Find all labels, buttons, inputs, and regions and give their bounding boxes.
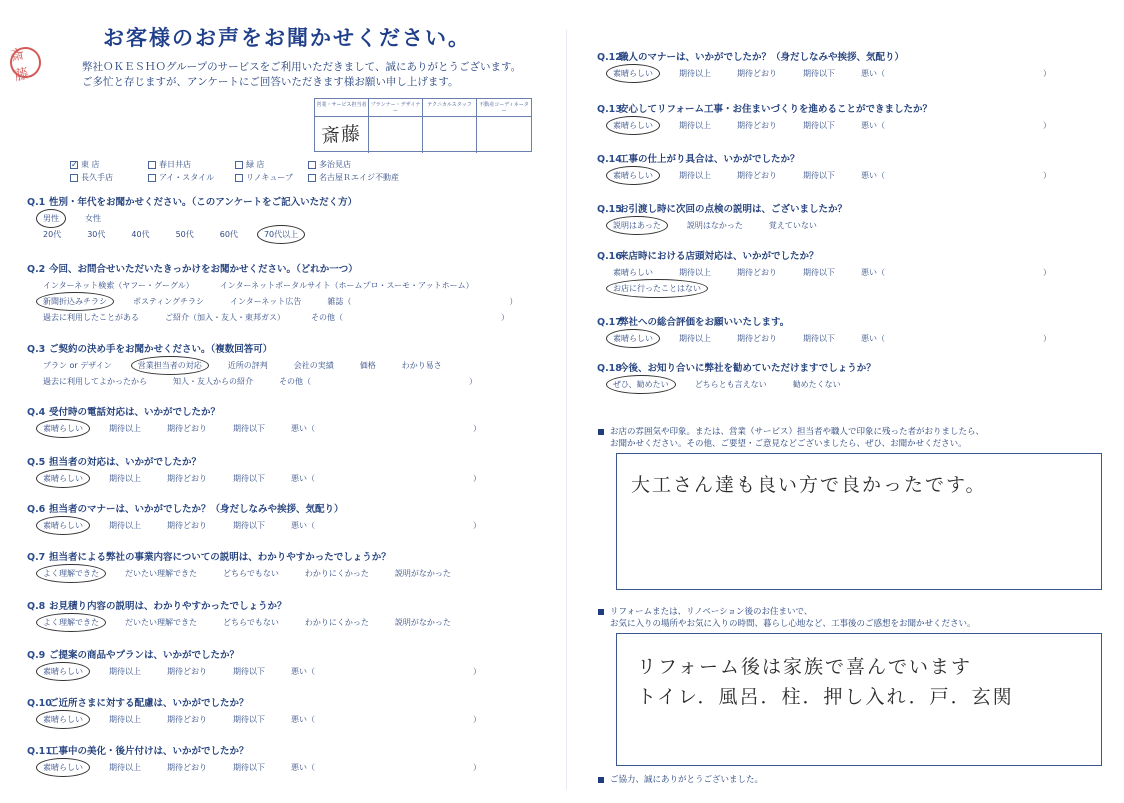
staff-header-realestate: 不動産コーディネーター (477, 99, 531, 117)
column-divider (566, 30, 567, 790)
answer-option[interactable]: 悪い（ (291, 520, 315, 530)
question-q4 (27, 406, 485, 436)
answer-option[interactable]: 悪い（ (861, 120, 885, 130)
answer-option[interactable]: 悪い（ (861, 68, 885, 78)
question-q14 (597, 153, 1055, 183)
option-row (27, 210, 357, 226)
option-row (27, 759, 485, 775)
checkbox-icon[interactable] (308, 161, 316, 169)
comment1-header-line-2: お聞かせください。その他、ご要望・ご意見などございましたら、ぜひ、お聞かせください。 (610, 439, 967, 449)
option-row (27, 357, 481, 373)
answer-option[interactable]: 素晴らしい (613, 267, 653, 277)
selected-option[interactable]: 説明はあった (609, 219, 665, 232)
answer-option: ） (509, 296, 518, 306)
answer-option[interactable]: 知人・友人からの紹介 (173, 376, 253, 386)
question-number: Q.3 (27, 344, 46, 355)
store-label: 長久手店 (81, 173, 113, 182)
answer-option[interactable]: 期待どおり (167, 762, 207, 772)
answer-option: ） (473, 762, 481, 772)
answer-option[interactable]: 期待どおり (737, 267, 777, 277)
answer-option[interactable]: わかり易さ (401, 360, 442, 370)
question-text: ご契約の決め手をお聞かせください。（複数回答可） (49, 344, 273, 355)
checkbox-icon[interactable] (70, 174, 78, 182)
question-number: Q.12 (597, 52, 622, 63)
selected-option[interactable]: 素晴らしい (39, 665, 87, 678)
question-title (27, 406, 485, 420)
question-number: Q.5 (27, 457, 46, 468)
checkbox-checked-icon[interactable]: ✓ (71, 159, 78, 169)
question-q5 (27, 456, 485, 486)
question-number: Q.18 (597, 363, 622, 374)
answer-option[interactable]: 期待以上 (679, 267, 711, 277)
store-label: 多治見店 (319, 160, 351, 169)
answer-option[interactable]: 説明がなかった (394, 568, 451, 578)
option-row (27, 277, 521, 293)
comment2-box[interactable] (616, 633, 1102, 766)
answer-option[interactable]: 悪い（ (861, 267, 885, 277)
answer-option[interactable]: 期待どおり (737, 170, 777, 180)
answer-option[interactable]: 価格 (359, 360, 376, 370)
question-q11 (27, 745, 485, 775)
answer-option[interactable]: 20代 (43, 229, 62, 239)
answer-option[interactable]: 悪い（ (291, 423, 315, 433)
question-title (27, 745, 485, 759)
option-row (597, 264, 1055, 280)
selected-option[interactable]: よく理解できた (39, 567, 103, 580)
selected-option[interactable]: 素晴らしい (609, 332, 657, 345)
answer-option[interactable]: 悪い（ (291, 714, 315, 724)
store-label: 名古屋Ｒエイジ不動産 (319, 173, 399, 182)
square-bullet-icon (598, 609, 604, 615)
store-option[interactable] (235, 172, 308, 183)
selected-option[interactable]: お店に行ったことはない (609, 282, 705, 295)
selected-option[interactable]: 素晴らしい (609, 119, 657, 132)
answer-option[interactable]: 30代 (87, 229, 106, 239)
staff-cell-realestate[interactable] (477, 117, 531, 153)
option-row (597, 65, 1055, 81)
answer-option[interactable]: 悪い（ (861, 333, 885, 343)
answer-option: ） (1043, 170, 1051, 180)
question-text: 担当者のマナーは、いかがでしたか？（身だしなみや挨拶、気配り） (49, 504, 344, 515)
question-text: 工事中の美化・後片付けは、いかがでしたか？ (49, 746, 249, 757)
question-number: Q.11 (27, 746, 52, 757)
question-text: 今後、お知り合いに弊社を勧めていただけますでしょうか？ (619, 363, 876, 374)
checkbox-icon[interactable] (148, 174, 156, 182)
question-title (27, 263, 521, 277)
staff-header-planner: プランナー・デザイナー (369, 99, 423, 117)
staff-header-technical: テクニカルスタッフ (423, 99, 477, 117)
answer-option: ） (473, 423, 481, 433)
answer-option[interactable]: その他（ (311, 312, 343, 322)
question-q13 (597, 103, 1055, 133)
answer-option[interactable]: 説明がなかった (394, 617, 451, 627)
question-text: 工事の仕上がり具合は、いかがでしたか？ (619, 154, 800, 165)
question-text: 安心してリフォーム工事・お住まいづくりを進めることができましたか？ (619, 104, 933, 115)
question-title (597, 316, 1055, 330)
question-number: Q.17 (597, 317, 622, 328)
selected-option[interactable]: 素晴らしい (609, 169, 657, 182)
store-row-2 (70, 171, 399, 184)
question-text: 担当者の対応は、いかがでしたか？ (49, 457, 202, 468)
question-text: ご近所さまに対する配慮は、いかがでしたか？ (49, 698, 249, 709)
comment2-header-line-1: リフォームまたは、リノベーション後のお住まいで、 (610, 607, 813, 617)
selected-option[interactable]: よく理解できた (39, 616, 103, 629)
comment2-header-line-2: お気に入りの場所やお気に入りの時間、暮らし心地など、工事後のご感想をお聞かせください。 (610, 619, 976, 629)
question-number: Q.9 (27, 650, 46, 661)
answer-option[interactable]: 60代 (219, 229, 238, 239)
answer-option[interactable]: 悪い（ (861, 170, 885, 180)
answer-option[interactable]: プラン or デザイン (43, 360, 112, 370)
answer-option[interactable]: インターネット検索（ヤフー・グーグル） (43, 280, 194, 290)
answer-option[interactable]: 説明はなかった (686, 220, 743, 230)
answer-option[interactable]: ご紹介（加入・友人・東邦ガス） (165, 312, 285, 322)
answer-option[interactable]: インターネットポータルサイト（ホームプロ・スーモ・アットホーム） (219, 280, 474, 290)
question-number: Q.7 (27, 552, 46, 563)
answer-option[interactable]: 期待以下 (803, 120, 835, 130)
seal-stamp: 斎藤 (7, 44, 44, 81)
question-number: Q.4 (27, 407, 46, 418)
question-number: Q.8 (27, 601, 46, 612)
question-title (27, 600, 473, 614)
question-text: お見積り内容の説明は、わかりやすかったでしょうか？ (49, 601, 287, 612)
store-label: 緑 店 (246, 160, 265, 169)
option-row (27, 420, 485, 436)
question-q16 (597, 250, 1055, 296)
answer-option[interactable]: わかりにくかった (304, 568, 369, 578)
checkbox-icon[interactable] (148, 161, 156, 169)
store-option[interactable] (308, 172, 399, 183)
answer-option[interactable]: 期待どおり (167, 473, 207, 483)
store-label: 東 店 (81, 160, 100, 169)
staff-cell-technical[interactable] (423, 117, 477, 153)
answer-option[interactable]: 期待どおり (167, 714, 207, 724)
question-title (27, 456, 485, 470)
selected-option[interactable]: 素晴らしい (39, 422, 87, 435)
question-title (597, 103, 1055, 117)
answer-option[interactable]: 期待以上 (109, 473, 141, 483)
question-q17 (597, 316, 1055, 346)
answer-option[interactable]: 50代 (175, 229, 194, 239)
answer-option[interactable]: 期待以下 (233, 714, 265, 724)
answer-option[interactable]: 過去に利用してよかったから (43, 376, 147, 386)
intro-line-1: 弊社ＯＫＥＳＨＯグループのサービスをご利用いただきまして、誠にありがとうございます。 (82, 61, 522, 73)
square-bullet-icon (598, 777, 604, 783)
answer-option[interactable]: 期待以下 (233, 473, 265, 483)
answer-option: ） (469, 376, 477, 386)
intro-text (82, 60, 521, 90)
answer-option[interactable]: 期待以下 (803, 267, 835, 277)
question-title (27, 196, 357, 210)
selected-option[interactable]: 新聞折込みチラシ (39, 295, 111, 308)
square-bullet-icon (598, 429, 604, 435)
option-row (597, 280, 1055, 296)
answer-option[interactable]: 悪い（ (291, 762, 315, 772)
question-text: 弊社への総合評価をお願いいたします。 (619, 317, 790, 328)
answer-option[interactable]: 期待以上 (109, 423, 141, 433)
store-option[interactable] (70, 172, 148, 183)
store-option[interactable] (235, 159, 308, 170)
answer-option[interactable]: 期待以下 (803, 333, 835, 343)
question-q3 (27, 343, 481, 389)
answer-option: ） (1043, 267, 1051, 277)
option-row (27, 470, 485, 486)
answer-option[interactable]: 会社の実績 (293, 360, 334, 370)
answer-option: ） (501, 312, 509, 322)
answer-option[interactable]: 期待以上 (109, 714, 141, 724)
answer-option[interactable]: 期待どおり (167, 520, 207, 530)
question-title (597, 362, 876, 376)
question-title (597, 203, 847, 217)
answer-option[interactable]: 期待以下 (803, 170, 835, 180)
question-q15 (597, 203, 847, 233)
checkbox-icon[interactable] (235, 161, 243, 169)
answer-option: ） (1043, 120, 1051, 130)
store-row-1 (70, 158, 399, 171)
staff-cell-sales[interactable] (315, 117, 369, 153)
store-label: リノキューブ (246, 173, 293, 182)
comment1-box[interactable] (616, 453, 1102, 590)
store-option[interactable] (70, 159, 148, 170)
selected-option[interactable]: 素晴らしい (39, 713, 87, 726)
question-title (597, 250, 1055, 264)
answer-option[interactable]: 期待どおり (737, 120, 777, 130)
staff-cell-planner[interactable] (369, 117, 423, 153)
comment2-header (598, 606, 976, 630)
answer-option: ） (473, 666, 481, 676)
store-label: 春日井店 (159, 160, 191, 169)
answer-option[interactable]: 期待以下 (233, 520, 265, 530)
question-q2 (27, 263, 521, 325)
selected-option[interactable]: 素晴らしい (39, 761, 87, 774)
question-number: Q.15 (597, 204, 622, 215)
question-title (27, 649, 485, 663)
answer-option[interactable]: 期待以上 (109, 762, 141, 772)
question-q18 (597, 362, 876, 392)
question-title (27, 343, 481, 357)
answer-option[interactable]: 悪い（ (291, 473, 315, 483)
selected-option[interactable]: 男性 (39, 212, 63, 225)
comment1-header (598, 426, 984, 450)
answer-option[interactable]: どちらとも言えない (694, 379, 767, 389)
option-row (27, 293, 521, 309)
question-number: Q.14 (597, 154, 622, 165)
store-label: アイ・スタイル (159, 173, 215, 182)
comment1-answer: 大工さん達も良い方で良かったです。 (631, 474, 987, 496)
selected-option[interactable]: 素晴らしい (609, 67, 657, 80)
answer-option[interactable]: 勧めたくない (792, 379, 841, 389)
question-title (597, 153, 1055, 167)
intro-line-2: ご多忙と存じますが、アンケートにご回答いただきます様お願い申し上げます。 (82, 76, 459, 88)
question-number: Q.1 (27, 197, 46, 208)
answer-option: ） (473, 473, 481, 483)
option-row (27, 226, 357, 242)
store-option[interactable] (308, 159, 351, 170)
option-row (597, 330, 1055, 346)
question-title (597, 51, 1055, 65)
answer-option[interactable]: わかりにくかった (304, 617, 369, 627)
question-number: Q.16 (597, 251, 622, 262)
answer-option[interactable]: 期待どおり (167, 423, 207, 433)
answer-option[interactable]: 期待以上 (109, 666, 141, 676)
option-row (597, 217, 847, 233)
comment2-answer-line-1: リフォーム後は家族で喜んでいます (637, 656, 973, 678)
answer-option[interactable]: 悪い（ (291, 666, 315, 676)
option-row (597, 376, 876, 392)
answer-option[interactable]: 期待以上 (679, 170, 711, 180)
answer-option[interactable]: ポスティングチラシ (133, 296, 205, 306)
footer-thanks: ご協力、誠にありがとうございました。 (610, 775, 764, 785)
answer-option[interactable]: 期待以上 (679, 333, 711, 343)
question-text: 性別・年代をお聞かせください。（このアンケートをご記入いただく方） (49, 197, 358, 208)
question-text: 受付時の電話対応は、いかがでしたか？ (49, 407, 221, 418)
question-q1 (27, 196, 357, 242)
answer-option[interactable]: その他（ (279, 376, 311, 386)
question-number: Q.2 (27, 264, 46, 275)
staff-header-sales: 営業・サービス担当者 (315, 99, 369, 117)
answer-option[interactable]: インターネット広告 (230, 296, 302, 306)
answer-option[interactable]: どちらでもない (223, 617, 279, 627)
option-row (27, 614, 473, 630)
selected-option[interactable]: 素晴らしい (39, 472, 87, 485)
answer-option: ） (473, 520, 481, 530)
question-q9 (27, 649, 485, 679)
question-q12 (597, 51, 1055, 81)
question-q10 (27, 697, 485, 727)
answer-option[interactable]: 期待以下 (803, 68, 835, 78)
option-row (27, 663, 485, 679)
answer-option[interactable]: 過去に利用したことがある (43, 312, 139, 322)
answer-option[interactable]: 期待以下 (233, 666, 265, 676)
store-option[interactable] (148, 159, 235, 170)
answer-option[interactable]: 雑誌（ (327, 296, 352, 306)
footer (598, 774, 763, 786)
store-checklist (70, 158, 399, 184)
answer-option[interactable]: 期待どおり (737, 68, 777, 78)
selected-option[interactable]: ぜひ、勧めたい (609, 378, 673, 391)
option-row (597, 167, 1055, 183)
selected-option[interactable]: 70代以上 (260, 228, 302, 241)
question-q6 (27, 503, 485, 533)
question-text: 来店時における店頭対応は、いかがでしたか？ (619, 251, 819, 262)
option-row (27, 565, 473, 581)
staff-table (314, 98, 532, 152)
question-text: 今回、お問合せいただいたきっかけをお聞かせください。（どれか一つ） (49, 264, 358, 275)
question-title (27, 503, 485, 517)
option-row (27, 373, 481, 389)
answer-option[interactable]: 近所の評判 (227, 360, 268, 370)
answer-option: ） (1043, 333, 1051, 343)
option-row (27, 517, 485, 533)
question-title (27, 697, 485, 711)
checkbox-icon[interactable] (308, 174, 316, 182)
answer-option[interactable]: だいたい理解できた (125, 568, 197, 578)
question-text: ご提案の商品やプランは、いかがでしたか？ (49, 650, 240, 661)
answer-option[interactable]: 期待どおり (737, 333, 777, 343)
question-number: Q.13 (597, 104, 622, 115)
page-title: お客様のお声をお聞かせください。 (103, 26, 471, 50)
question-text: 担当者による弊社の事業内容についての説明は、わかりやすかったでしょうか？ (49, 552, 391, 563)
answer-option[interactable]: どちらでもない (223, 568, 279, 578)
selected-option[interactable]: 営業担当者の対応 (134, 359, 206, 372)
comment1-header-line-1: お店の雰囲気や印象。または、営業（サービス）担当者や職人で印象に残った者がおりましたら、 (610, 427, 985, 437)
question-title (27, 551, 473, 565)
answer-option[interactable]: 覚えていない (768, 220, 817, 230)
comment2-answer-line-2: トイレ．風呂．柱．押し入れ．戸．玄関 (637, 686, 1014, 708)
question-number: Q.10 (27, 698, 52, 709)
staff-signature: 斎藤 (320, 122, 362, 148)
question-text: お引渡し時に次回の点検の説明は、ございましたか？ (619, 204, 848, 215)
answer-option[interactable]: だいたい理解できた (125, 617, 197, 627)
answer-option[interactable]: 期待以上 (109, 520, 141, 530)
answer-option[interactable]: 期待以下 (233, 423, 265, 433)
question-text: 職人のマナーは、いかがでしたか？（身だしなみや挨拶、気配り） (619, 52, 905, 63)
answer-option: ） (473, 714, 481, 724)
store-option[interactable] (148, 172, 235, 183)
checkbox-icon[interactable] (235, 174, 243, 182)
answer-option[interactable]: 期待以上 (679, 120, 711, 130)
answer-option[interactable]: 期待以上 (679, 68, 711, 78)
answer-option[interactable]: 40代 (131, 229, 150, 239)
option-row (597, 117, 1055, 133)
option-row (27, 309, 521, 325)
question-q8 (27, 600, 473, 630)
selected-option[interactable]: 素晴らしい (39, 519, 87, 532)
answer-option[interactable]: 期待どおり (167, 666, 207, 676)
question-q7 (27, 551, 473, 581)
option-row (27, 711, 485, 727)
answer-option[interactable]: 期待以下 (233, 762, 265, 772)
answer-option[interactable]: 女性 (85, 213, 101, 223)
answer-option: ） (1043, 68, 1051, 78)
question-number: Q.6 (27, 504, 46, 515)
